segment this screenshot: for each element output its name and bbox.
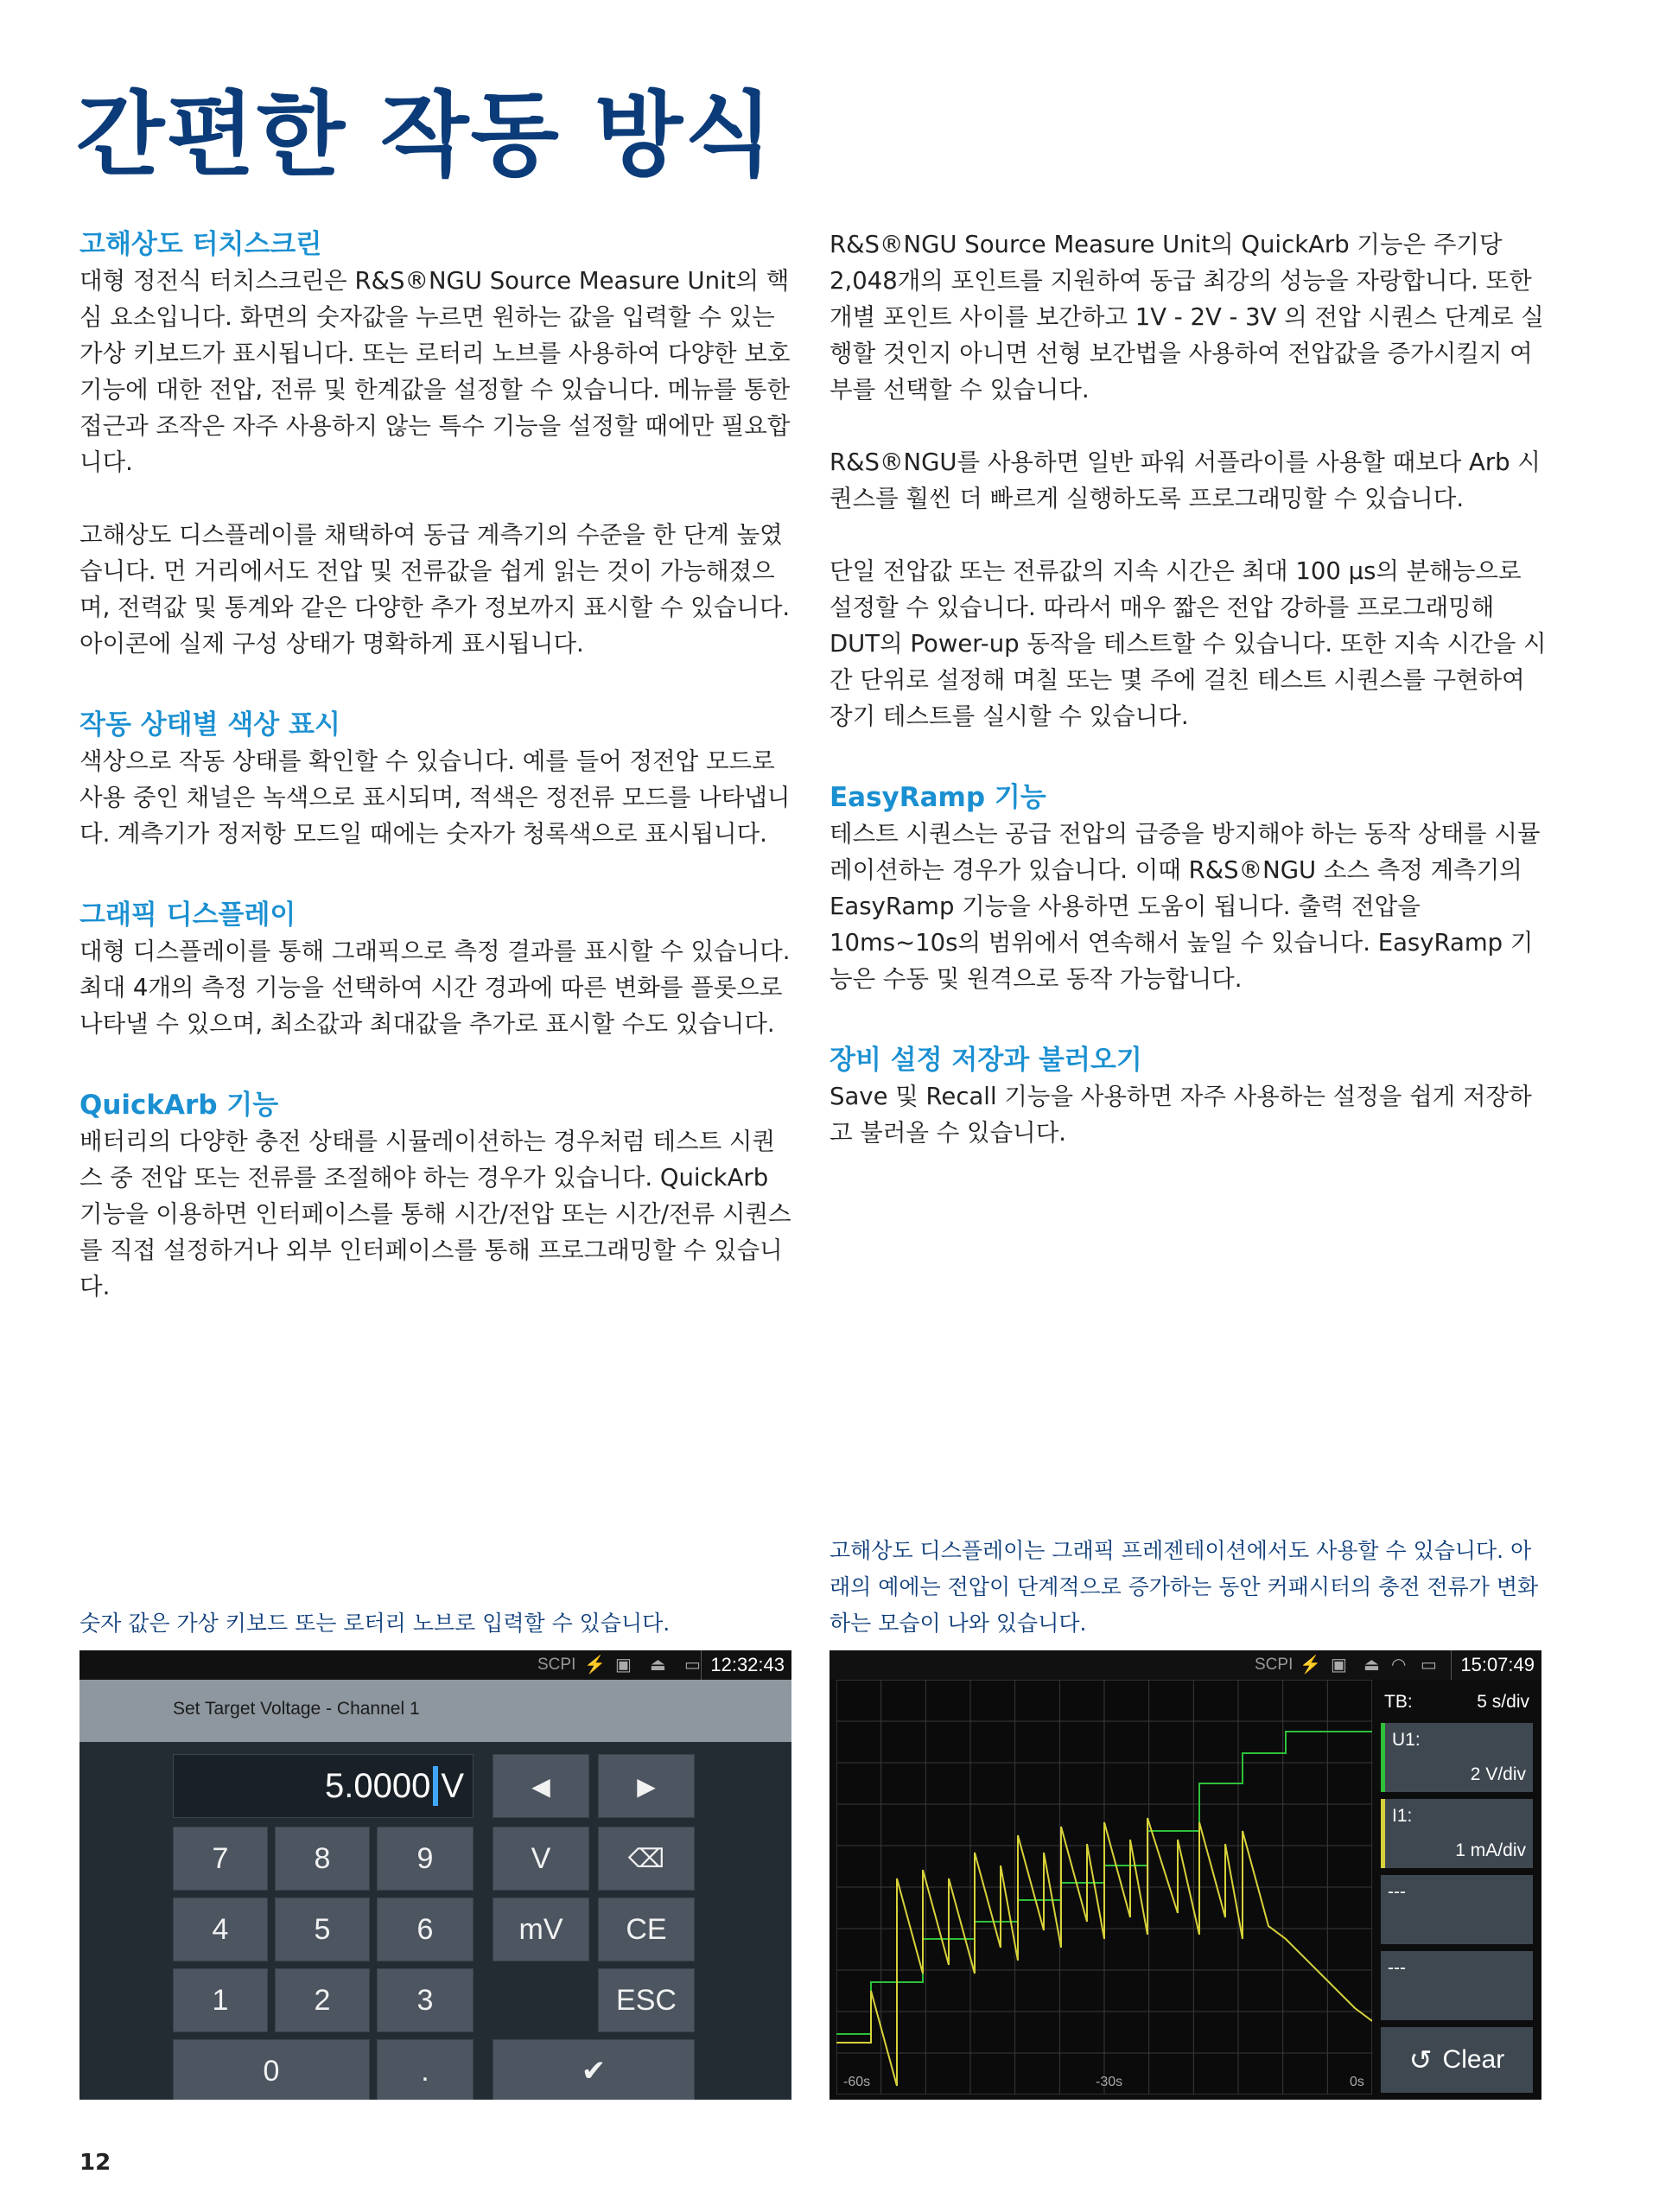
slot-label: --- <box>1388 1958 1406 1978</box>
section-touchscreen <box>79 226 797 662</box>
section-easyramp <box>830 779 1547 997</box>
section-graphic-display <box>79 897 797 1042</box>
section-quickarb <box>79 1087 797 1305</box>
timebase-value: 5 s/div <box>1477 1692 1529 1712</box>
u1-label: U1: <box>1392 1730 1421 1750</box>
dialog-header <box>79 1680 791 1742</box>
section-paragraph: R&S®NGU Source Measure Unit의 QuickArb 기능은 주기당 2,048개의 포인트를 지원하여 동급 최강의 성능을 자랑합니다. 또한 개별 포인트 사이를 보간하고 1V - 2V - 3V 의 전압 시퀀스 단계로 실행할 것인지 아니면 선형 보간법을 사용하여 전압값을 증가시킬지 여부를 선택할 수 있습니다. <box>830 231 1544 404</box>
usb-icon: ⏏ <box>1363 1656 1380 1675</box>
section-paragraph: 테스트 시퀀스는 공급 전압의 급증을 방지해야 하는 동작 상태를 시뮬레이션하는 경우가 있습니다. 이때 R&S®NGU 소스 측정 계측기의 EasyRamp 기능을 사용하면 도움이 됩니다. 출력 전압을 10ms~10s의 범위에서 연속해서 높일 수 있습니다. EasyRamp 기능은 수동 및 원격으로 동작 가능합니다. <box>830 820 1541 993</box>
i1-label: I1: <box>1392 1806 1413 1826</box>
value-entry-field[interactable] <box>173 1754 474 1818</box>
lan-icon: ▣ <box>615 1656 632 1675</box>
key-3[interactable]: 3 <box>377 1968 474 2032</box>
section-save-recall <box>830 1042 1547 1151</box>
u1-channel-box[interactable] <box>1381 1723 1533 1792</box>
key-8[interactable]: 8 <box>275 1827 370 1891</box>
key-5[interactable]: 5 <box>275 1897 370 1961</box>
timebase-label: TB: <box>1384 1692 1413 1712</box>
section-color-status <box>79 707 797 852</box>
section-paragraph: 단일 전압값 또는 전류값의 지속 시간은 최대 100 µs의 분해능으로 설정할 수 있습니다. 따라서 매우 짧은 전압 강하를 프로그래밍해 DUT의 Power-up 동작을 테스트할 수 있습니다. 또한 지속 시간을 시간 단위로 설정해 며칠 또는 몇 주에 걸친 테스트 시퀀스를 구현하여 장기 테스트를 실시할 수 있습니다. <box>830 557 1547 730</box>
keyboard-screenshot <box>79 1650 791 2100</box>
backspace-button[interactable]: ⌫ <box>598 1827 695 1891</box>
section-paragraph: 색상으로 작동 상태를 확인할 수 있습니다. 예를 들어 정전압 모드로 사용 중인 채널은 녹색으로 표시되며, 적색은 정전류 모드를 나타냅니다. 계측기가 정저항 모드일 때에는 숫자가 청록색으로 표시됩니다. <box>79 747 791 848</box>
i1-scale: 1 mA/div <box>1455 1840 1526 1860</box>
section-paragraph: Save 및 Recall 기능을 사용하면 자주 사용하는 설정을 쉽게 저장하고 불러올 수 있습니다. <box>830 1083 1532 1147</box>
section-heading: EasyRamp 기능 <box>830 782 1046 813</box>
key-6[interactable]: 6 <box>377 1897 474 1961</box>
entry-unit: V <box>441 1766 464 1805</box>
clock: 15:07:49 <box>1451 1650 1535 1680</box>
caption-keyboard: 숫자 값은 가상 키보드 또는 로터리 노브로 입력할 수 있습니다. <box>79 1611 671 1636</box>
right-column <box>830 226 1547 1196</box>
clear-label: Clear <box>1442 2045 1505 2074</box>
unit-mv-button[interactable]: mV <box>493 1897 589 1961</box>
empty-channel-slot[interactable] <box>1381 1951 1533 2020</box>
u1-scale: 2 V/div <box>1470 1764 1526 1784</box>
confirm-button[interactable]: ✔ <box>493 2039 695 2100</box>
page-number: 12 <box>79 2150 111 2176</box>
section-heading: 그래픽 디스플레이 <box>79 899 296 931</box>
scpi-indicator: SCPI <box>1255 1656 1294 1674</box>
left-column <box>79 226 797 1350</box>
ce-button[interactable]: CE <box>598 1897 695 1961</box>
wifi-icon: ◠ <box>1391 1656 1407 1675</box>
entry-value: 5.0000 <box>324 1766 431 1805</box>
undo-icon: ↺ <box>1408 2044 1433 2075</box>
section-heading: QuickArb 기능 <box>79 1090 279 1121</box>
text-cursor <box>433 1766 438 1806</box>
section-paragraph: R&S®NGU를 사용하면 일반 파워 서플라이를 사용할 때보다 Arb 시퀀스를 훨씬 더 빠르게 실행하도록 프로그래밍할 수 있습니다. <box>830 448 1541 512</box>
section-heading: 장비 설정 저장과 불러오기 <box>830 1045 1142 1076</box>
key-decimal[interactable]: . <box>377 2039 474 2100</box>
status-bar <box>79 1650 791 1680</box>
slot-label: --- <box>1388 1882 1406 1902</box>
key-2[interactable]: 2 <box>275 1968 370 2032</box>
esc-button[interactable]: ESC <box>598 1968 695 2032</box>
usb-icon: ⏏ <box>650 1656 666 1675</box>
storage-icon: ▭ <box>1421 1656 1437 1675</box>
section-paragraph: 배터리의 다양한 충전 상태를 시뮬레이션하는 경우처럼 테스트 시퀀스 중 전압 또는 전류를 조절해야 하는 경우가 있습니다. QuickArb 기능을 이용하면 인터페이스를 통해 시간/전압 또는 시간/전류 시퀀스를 직접 설정하거나 외부 인터페이스를 통해 프로그래밍할 수 있습니다. <box>79 1128 791 1300</box>
lightning-icon: ⚡ <box>1300 1656 1321 1675</box>
clock: 12:32:43 <box>701 1650 785 1680</box>
page-title: 간편한 작동 방식 <box>76 82 775 188</box>
i1-channel-box[interactable] <box>1381 1799 1533 1868</box>
section-paragraph: 대형 정전식 터치스크린은 R&S®NGU Source Measure Unit의 핵심 요소입니다. 화면의 숫자값을 누르면 원하는 값을 입력할 수 있는 가상 키보드가 표시됩니다. 또는 로터리 노브를 사용하여 다양한 보호 기능에 대한 전압, 전류 및 한계값을 설정할 수 있습니다. 메뉴를 통한 접근과 조작은 자주 사용하지 않는 특수 기능을 설정할 때에만 필요합니다. <box>79 267 791 476</box>
unit-v-button[interactable]: V <box>493 1827 589 1891</box>
status-bar <box>830 1650 1541 1680</box>
section-paragraph: 고해상도 디스플레이를 채택하여 동급 계측기의 수준을 한 단계 높였습니다. 먼 거리에서도 전압 및 전류값을 쉽게 읽는 것이 가능해졌으며, 전력값 및 통계와 같은 다양한 추가 정보까지 표시할 수 있습니다. 아이콘에 실제 구성 상태가 명확하게 표시됩니다. <box>79 521 791 658</box>
scpi-indicator: SCPI <box>537 1656 576 1674</box>
key-0[interactable]: 0 <box>173 2039 370 2100</box>
dialog-title: Set Target Voltage - Channel 1 <box>173 1699 420 1719</box>
section-heading: 작동 상태별 색상 표시 <box>79 709 340 741</box>
side-panel <box>1376 1680 1541 2100</box>
key-9[interactable]: 9 <box>377 1827 474 1891</box>
empty-channel-slot[interactable] <box>1381 1875 1533 1944</box>
cursor-left-button[interactable]: ◀ <box>493 1754 589 1818</box>
key-4[interactable]: 4 <box>173 1897 268 1961</box>
key-1[interactable]: 1 <box>173 1968 268 2032</box>
x-tick-label: -60s <box>843 2075 871 2089</box>
section-heading: 고해상도 터치스크린 <box>79 229 322 260</box>
graph-plot <box>836 1680 1372 2094</box>
storage-icon: ▭ <box>684 1656 701 1675</box>
lightning-icon: ⚡ <box>584 1656 606 1675</box>
x-tick-label: 0s <box>1350 2075 1364 2089</box>
timebase-readout[interactable] <box>1381 1688 1533 1718</box>
key-7[interactable]: 7 <box>173 1827 268 1891</box>
section-paragraph: 대형 디스플레이를 통해 그래픽으로 측정 결과를 표시할 수 있습니다. 최대 4개의 측정 기능을 선택하여 시간 경과에 따른 변화를 플롯으로 나타낼 수 있으며, 최소값과 최대값을 추가로 표시할 수도 있습니다. <box>79 938 791 1038</box>
clear-button[interactable] <box>1381 2027 1533 2093</box>
caption-graph: 고해상도 디스플레이는 그래픽 프레젠테이션에서도 사용할 수 있습니다. 아래의 예에는 전압이 단계적으로 증가하는 동안 커패시터의 충전 전류가 변화하는 모습이 나와 있습니다. <box>830 1538 1539 1636</box>
keypad <box>79 1742 791 2100</box>
cursor-right-button[interactable]: ▶ <box>598 1754 695 1818</box>
graph-screenshot <box>830 1650 1541 2100</box>
lan-icon: ▣ <box>1331 1656 1347 1675</box>
x-tick-label: -30s <box>1096 2075 1123 2089</box>
section-quickarb-cont <box>830 226 1547 734</box>
